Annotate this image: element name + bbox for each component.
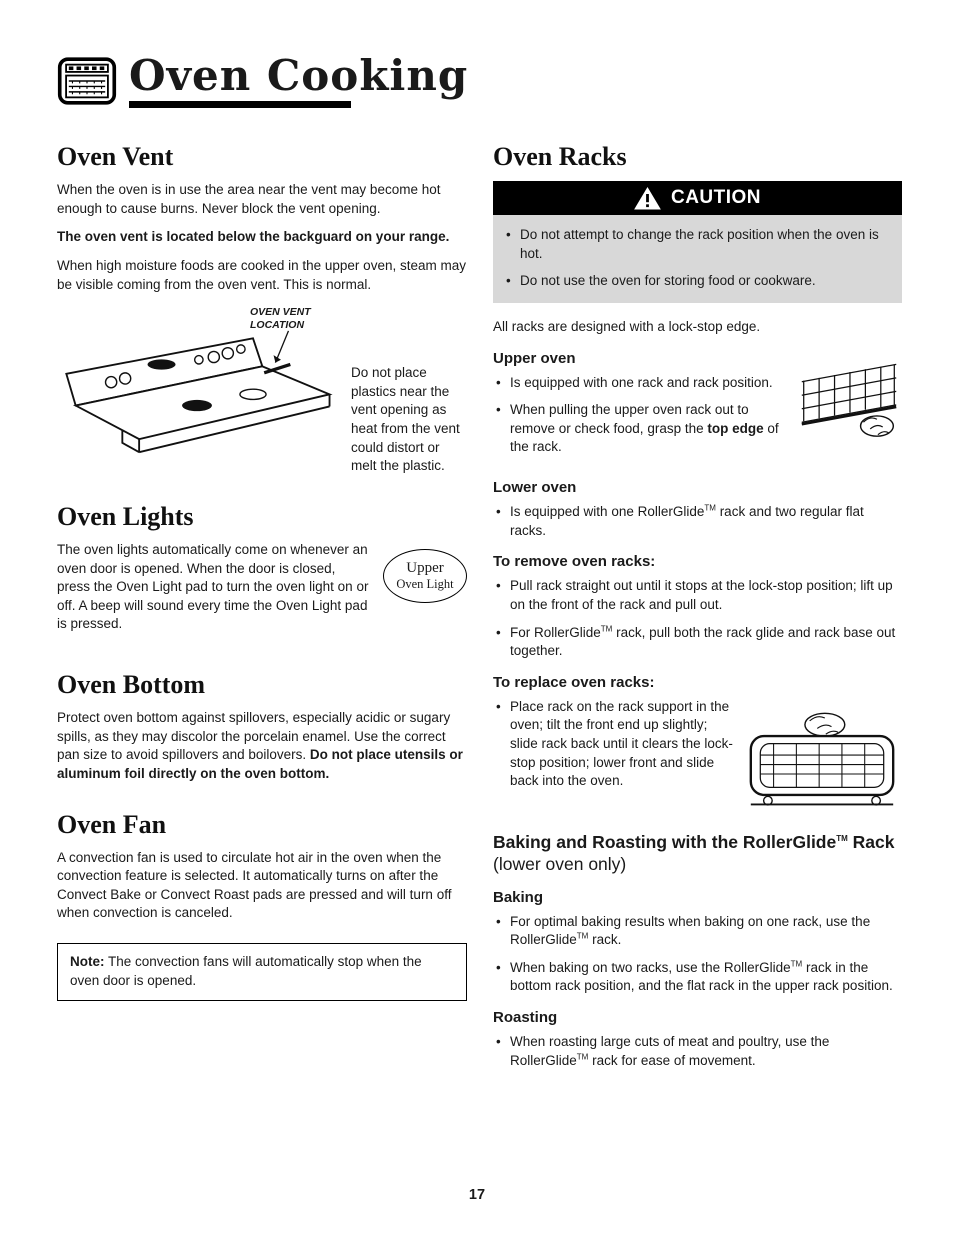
oven-bottom-paragraph: Protect oven bottom against spillovers, especially acidic or sugary spills, as they may discolor the porcelain enamel. Use the correct pan size to avoid spillovers and boilovers. Do not place utensils or aluminum foil directly on the oven bottom. (57, 710, 463, 781)
oven-vent-paragraph-2: When high moisture foods are cooked in the upper oven, steam may be visible coming from the oven vent. This is normal. (57, 257, 466, 292)
baking-bullet: • For optimal baking results when baking on one rack, use the RollerGlide™ rack. (493, 913, 902, 950)
caution-bullet: • Do not attempt to change the rack position when the oven is hot. (503, 226, 890, 263)
badge-line-2: Oven Light (396, 576, 454, 591)
oven-lights-row (57, 541, 467, 644)
replace-racks-bullet: • Place rack on the rack support in the oven; tilt the front end up slightly; slide rack back until it clears the lock-stop position; lower front and slide back into the oven. (493, 698, 733, 791)
oven-fan-paragraph: A convection fan is used to circulate hot air in the oven when the convection feature is selected. It automatically turns on after the Convect Bake or Convect Roast pads are pressed and will turn off when convection is canceled. (57, 849, 452, 921)
left-column (57, 118, 467, 1001)
right-column (493, 118, 902, 1079)
subheading-roasting: Roasting (493, 1009, 558, 1027)
remove-racks-bullet: • For RollerGlide™ rack, pull both the rack glide and rack base out together. (493, 624, 902, 661)
oven-icon (57, 56, 117, 106)
upper-oven-bullet: • Is equipped with one rack and rack position. (493, 374, 788, 393)
note-label: Note: (70, 954, 105, 970)
heading-baking-roasting: Baking and Roasting with the RollerGlide™ Rack (lower oven only) (493, 831, 895, 874)
range-figure (57, 306, 467, 476)
caution-banner (493, 181, 902, 215)
oven-vent-bold-paragraph: The oven vent is located below the backguard on your range. (57, 229, 450, 245)
heading-oven-lights: Oven Lights (57, 501, 194, 531)
range-illustration (57, 318, 337, 476)
heading-oven-fan: Oven Fan (57, 809, 167, 839)
upper-oven-bullet: • When pulling the upper oven rack out to remove or check food, grasp the top edge of the rack. (493, 401, 788, 457)
oven-lights-paragraph: The oven lights automatically come on whenever an oven door is opened. When the door is closed, press the Oven Light pad to turn the oven light on or off. A beep will sound every time the Oven Light pad is pressed. (57, 541, 369, 632)
upper-rack-illustration (796, 356, 902, 446)
subheading-lower-oven: Lower oven (493, 479, 577, 497)
note-text: The convection fans will automatically stop when the oven door is opened. (70, 954, 422, 988)
convection-note-box (57, 943, 467, 1001)
rollerglide-rack-illustration (741, 700, 903, 812)
page-number: 17 (468, 1187, 486, 1203)
title-underline (129, 101, 351, 108)
page-header (57, 51, 902, 108)
warning-triangle-icon (634, 187, 661, 210)
page-title: Oven Cooking (129, 51, 469, 100)
upper-oven-light-badge (383, 549, 467, 603)
oven-vent-paragraph: When the oven is in use the area near the vent may become hot enough to cause burns. Never block the vent opening. (57, 182, 441, 216)
caution-label: CAUTION (670, 187, 762, 209)
caution-bullet: • Do not use the oven for storing food or cookware. (503, 272, 890, 291)
oven-vent-location-label: OVEN VENT LOCATION (250, 306, 311, 331)
lower-oven-bullet: • Is equipped with one RollerGlide™ rack and two regular flat racks. (493, 503, 902, 540)
subheading-baking: Baking (493, 888, 544, 906)
caution-body (493, 215, 902, 303)
remove-racks-bullet: • Pull rack straight out until it stops at the lock-stop position; lift up on the front of the rack and pull out. (493, 577, 902, 614)
subheading-upper-oven: Upper oven (493, 349, 576, 367)
roasting-bullet: • When roasting large cuts of meat and poultry, use the RollerGlide™ rack for ease of movement. (493, 1033, 902, 1070)
subheading-replace-racks: To replace oven racks: (493, 673, 655, 691)
heading-oven-racks: Oven Racks (493, 142, 627, 172)
heading-oven-bottom: Oven Bottom (57, 670, 206, 700)
baking-bullet: • When baking on two racks, use the RollerGlide™ rack in the bottom rack position, and the flat rack in the upper rack position. (493, 959, 902, 996)
heading-oven-vent: Oven Vent (57, 142, 174, 172)
badge-line-1: Upper (406, 559, 444, 576)
racks-intro: All racks are designed with a lock-stop edge. (493, 318, 761, 334)
plastics-warning-note: Do not place plastics near the vent opening as heat from the vent could distort or melt the plastic. (351, 365, 460, 474)
subheading-remove-racks: To remove oven racks: (493, 553, 656, 571)
